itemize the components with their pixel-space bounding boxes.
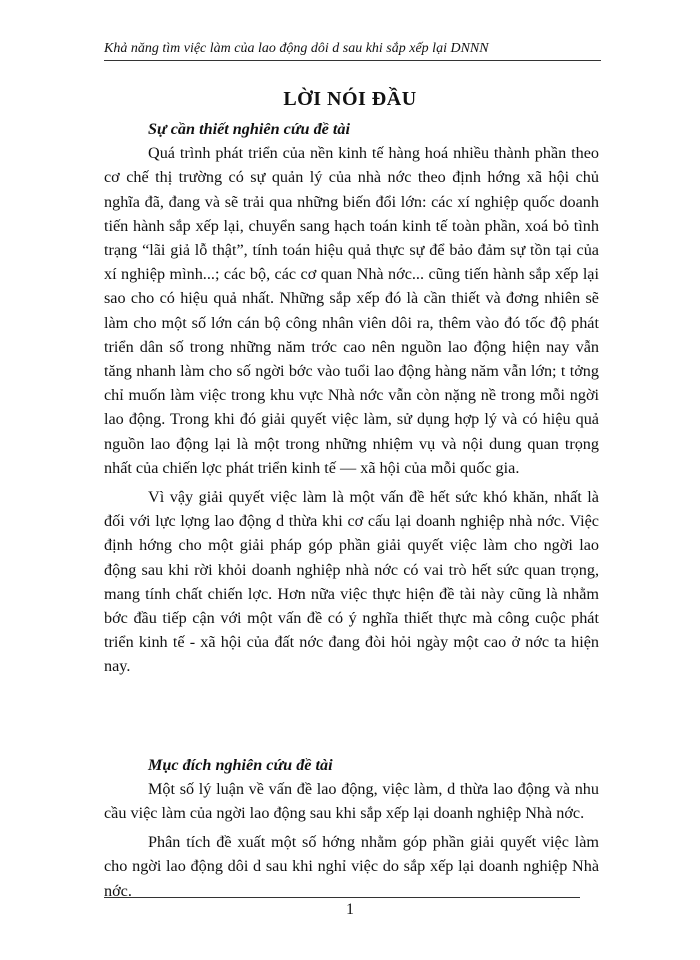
paragraph: Vì vậy giải quyết việc làm là một vấn đề hết sức khó khăn, nhất là đối với lực lợng lao động d thừa khi cơ cấu lại doanh nghiệp nhà nớc. Việc định hớng cho một giải pháp góp phần giải quyết việc làm cho ngời lao động sau khi rời khỏi doanh nghiệp nhà nớc có vai trò hết sức quan trọng, mang tính chất chiến lợc. Hơn nữa việc thực hiện đề tài này cũng là nhằm bớc đầu tiếp cận với một vấn đề có ý nghĩa thiết thực mà công cuộc phát triển kinh tế - xã hội của đất nớc đang đòi hỏi ngày một cao ở nớc ta hiện nay.: [104, 488, 599, 676]
document-body: [104, 117, 599, 903]
paragraph: Quá trình phát triển của nền kinh tế hàng hoá nhiều thành phần theo cơ chế thị trường có sự quản lý của nhà nớc theo định hớng xã hội chủ nghĩa đã, đang và sẽ trải qua những biến đổi lớn: các xí nghiệp quốc doanh tiến hành sắp xếp lại, chuyển sang hạch toán kinh tế toàn phần, xoá bỏ tình trạng “lãi giả lỗ thật”, tính toán hiệu quả thực sự để bảo đảm sự tồn tại của xí nghiệp mình...; các bộ, các cơ quan Nhà nớc... cũng tiến hành sắp xếp lại sao cho có hiệu quả nhất. Những sắp xếp đó là cần thiết và đơng nhiên sẽ làm cho một số lớn cán bộ công nhân viên dôi ra, thêm vào đó tốc độ phát triển dân số trong những năm trớc cao nên nguồn lao động hiện nay vẫn tăng nhanh làm cho số ngời bớc vào tuổi lao động hàng năm vẫn lớn; t tởng chỉ muốn làm việc trong khu vực Nhà nớc vẫn còn nặng nề trong mỗi ngời lao động. Trong khi đó giải quyết việc làm, sử dụng hợp lý và có hiệu quả nguồn lao động lại là một trong những nhiệm vụ và nội dung quan trọng nhất của chiến lợc phát triển kinh tế — xã hội của mỗi quốc gia.: [104, 144, 599, 477]
running-header: Khả năng tìm việc làm của lao động dôi d sau khi sắp xếp lại DNNN: [104, 40, 601, 61]
page-number: 1: [346, 901, 354, 918]
page-title: LỜI NÓI ĐẦU: [283, 88, 417, 110]
section-heading-purpose: Mục đích nghiên cứu đề tài: [148, 755, 333, 774]
footer-divider: [104, 897, 580, 898]
paragraph: Phân tích đề xuất một số hớng nhằm góp phần giải quyết việc làm cho ngời lao động dôi d sau khi nghỉ việc do sắp xếp lại doanh nghiệp Nhà nớc.: [104, 833, 599, 900]
paragraph: Một số lý luận về vấn đề lao động, việc làm, d thừa lao động và nhu cầu việc làm của ngời lao động sau khi sắp xếp lại doanh nghiệp Nhà nớc.: [104, 779, 599, 823]
section-heading-necessity: Sự cần thiết nghiên cứu đề tài: [148, 120, 350, 138]
